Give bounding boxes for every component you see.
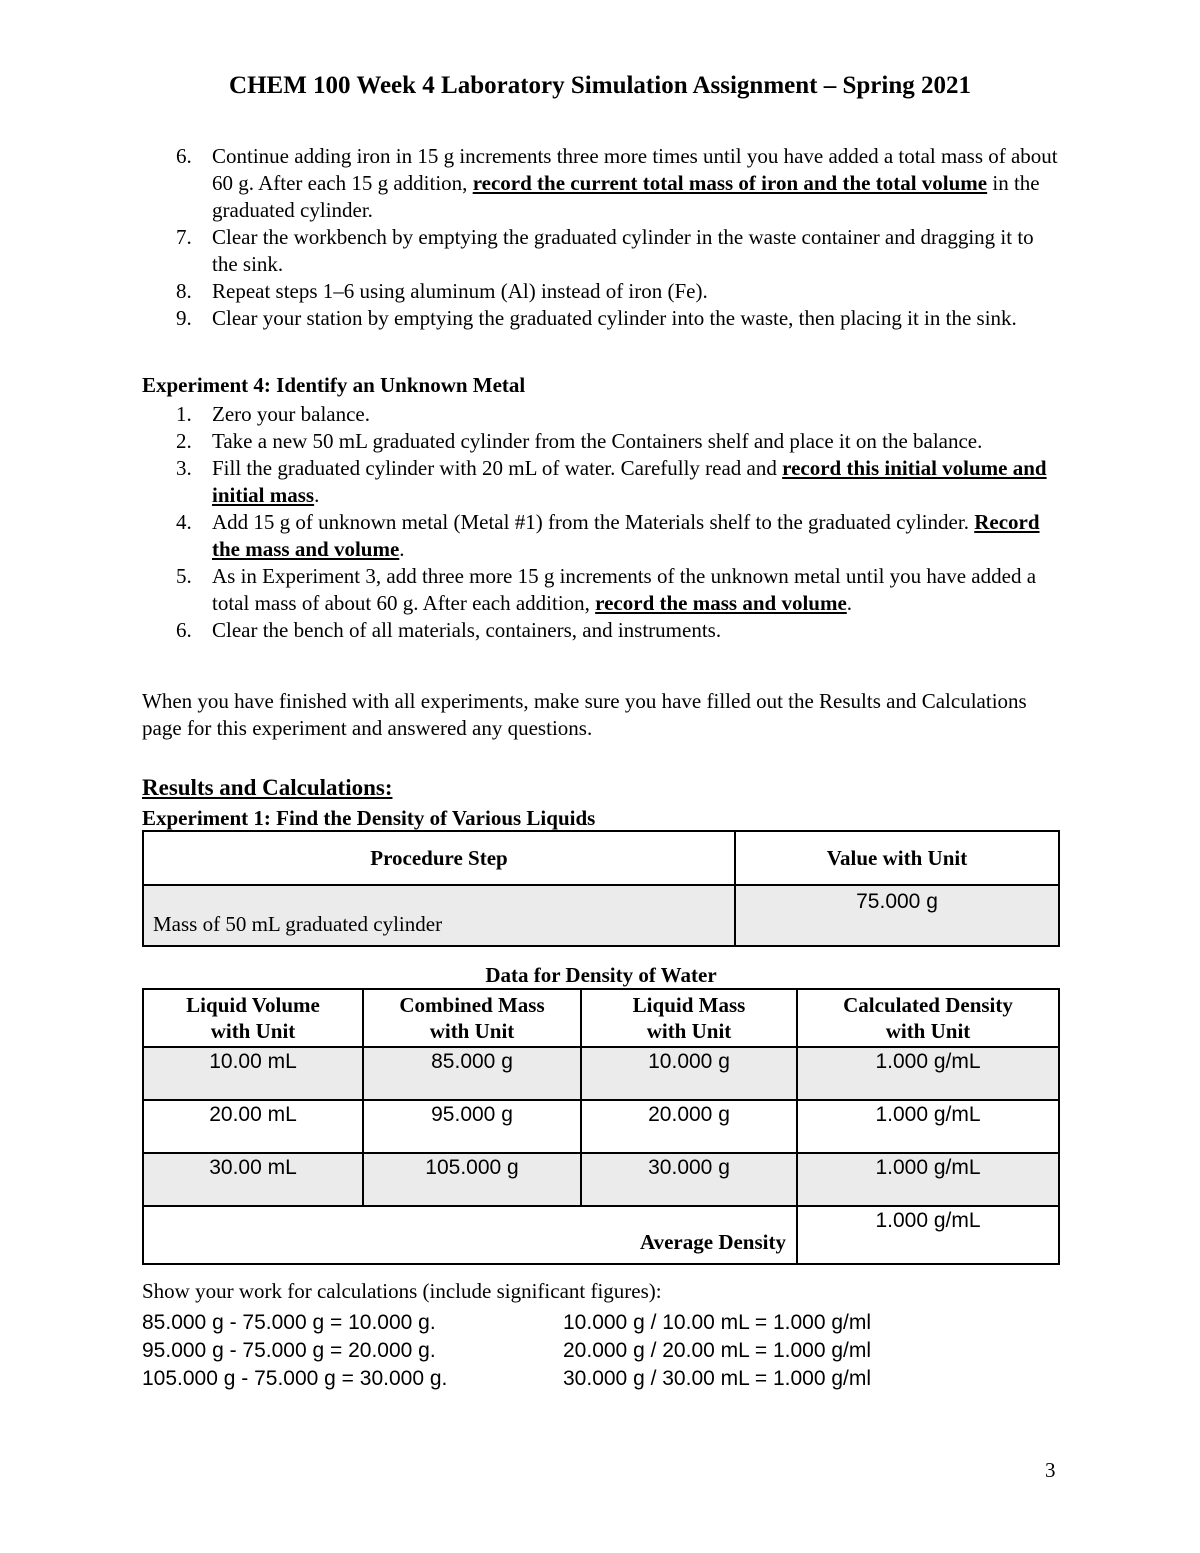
- list-item: [142, 617, 1062, 644]
- table-header: Procedure Step: [143, 831, 735, 885]
- table-cell-value[interactable]: 1.000 g/mL: [797, 1153, 1059, 1206]
- list-item: [142, 428, 1062, 455]
- table-cell-value[interactable]: 95.000 g: [363, 1100, 581, 1153]
- table-header: Value with Unit: [735, 831, 1059, 885]
- header-line: Liquid Volume: [186, 993, 320, 1017]
- table-cell-value[interactable]: 20.000 g: [581, 1100, 797, 1153]
- page-number: 3: [1045, 1458, 1056, 1482]
- step-text: Take a new 50 mL graduated cylinder from the Containers shelf and place it on the balance.: [212, 429, 983, 453]
- list-item: [142, 224, 1062, 278]
- step-text: Clear the workbench by emptying the graduated cylinder in the waste container and dragging it to the sink.: [212, 225, 1034, 276]
- step-text: As in Experiment 3, add three more 15 g increments of the unknown metal until you have added a total mass of about 60 g. After each addition,: [212, 564, 1037, 615]
- step-number: 5.: [176, 564, 192, 588]
- table-header-row: [143, 831, 1059, 885]
- work-prompt: Show your work for calculations (include significant figures):: [142, 1279, 662, 1303]
- experiment1-heading: Experiment 1: Find the Density of Various Liquids: [142, 806, 596, 830]
- procedure-steps-continued: [142, 143, 1062, 332]
- average-row: [143, 1206, 1059, 1264]
- results-title: Results and Calculations:: [142, 775, 393, 800]
- step-text: .: [314, 483, 320, 507]
- step-text: Zero your balance.: [212, 402, 371, 426]
- step-text: in the graduated cylinder.: [212, 171, 1040, 222]
- step-text: .: [846, 591, 853, 615]
- table-cell-value[interactable]: 20.00 mL: [143, 1100, 363, 1153]
- step-emphasis: record the mass and volume: [595, 591, 847, 615]
- header-line: Combined Mass: [399, 993, 545, 1017]
- step-text: Clear your station by emptying the graduated cylinder into the waste, then placing it in the sink.: [212, 306, 1017, 330]
- list-item: [142, 305, 1062, 332]
- experiment4-steps: [142, 401, 1062, 644]
- work-line-left: 85.000 g - 75.000 g = 10.000 g.: [142, 1311, 436, 1334]
- experiment4-heading: Experiment 4: Identify an Unknown Metal: [142, 373, 526, 397]
- table-header-row: [143, 989, 1059, 1047]
- list-item: [142, 143, 1062, 224]
- header-line: with Unit: [429, 1019, 515, 1043]
- work-line-right: 20.000 g / 20.00 mL = 1.000 g/ml: [563, 1339, 872, 1362]
- step-number: 6.: [176, 618, 192, 642]
- table-cell-value[interactable]: 75.000 g: [735, 885, 1059, 946]
- work-line-left: 95.000 g - 75.000 g = 20.000 g.: [142, 1339, 436, 1362]
- table-header: [363, 989, 581, 1047]
- step-emphasis: Record the mass and volume: [212, 510, 1040, 561]
- step-number: 3.: [176, 456, 192, 480]
- table-cell-value[interactable]: 85.000 g: [363, 1047, 581, 1100]
- step-number: 2.: [176, 429, 192, 453]
- header-line: Liquid Mass: [632, 993, 746, 1017]
- step-emphasis: record the current total mass of iron and the total volume: [472, 171, 988, 195]
- list-item: [142, 563, 1062, 617]
- table-cell-value[interactable]: 105.000 g: [363, 1153, 581, 1206]
- table-row: [143, 885, 1059, 946]
- table-row: [143, 1100, 1059, 1153]
- water-density-table: [142, 988, 1060, 1265]
- table-header: [797, 989, 1059, 1047]
- graduated-cylinder-mass-table: [142, 830, 1060, 947]
- step-text: Fill the graduated cylinder with 20 mL of water. Carefully read and: [212, 456, 783, 480]
- step-number: 7.: [176, 225, 192, 249]
- table-cell-value[interactable]: 1.000 g/mL: [797, 1047, 1059, 1100]
- step-text: Clear the bench of all materials, containers, and instruments.: [212, 618, 722, 642]
- work-line-left: 105.000 g - 75.000 g = 30.000 g.: [142, 1367, 448, 1390]
- step-text: Repeat steps 1–6 using aluminum (Al) instead of iron (Fe).: [212, 279, 708, 303]
- header-line: with Unit: [646, 1019, 732, 1043]
- step-number: 9.: [176, 306, 192, 330]
- table-header: [581, 989, 797, 1047]
- table-caption: Data for Density of Water: [485, 963, 717, 987]
- list-item: [142, 278, 1062, 305]
- header-line: Calculated Density: [843, 993, 1013, 1017]
- table-cell-value[interactable]: 10.000 g: [581, 1047, 797, 1100]
- table-cell-value[interactable]: 30.00 mL: [143, 1153, 363, 1206]
- work-line-right: 10.000 g / 10.00 mL = 1.000 g/ml: [563, 1311, 872, 1334]
- table-row: [143, 1047, 1059, 1100]
- list-item: [142, 509, 1062, 563]
- average-density-value[interactable]: 1.000 g/mL: [797, 1206, 1059, 1264]
- step-text: Add 15 g of unknown metal (Metal #1) from the Materials shelf to the graduated cylinder.: [212, 510, 975, 534]
- step-emphasis: record this initial volume and initial mass: [212, 456, 1047, 507]
- page-title: CHEM 100 Week 4 Laboratory Simulation Assignment – Spring 2021: [229, 72, 971, 99]
- step-number: 4.: [176, 510, 192, 534]
- step-number: 8.: [176, 279, 192, 303]
- header-line: with Unit: [210, 1019, 296, 1043]
- table-row: [143, 1153, 1059, 1206]
- table-cell-value[interactable]: 30.000 g: [581, 1153, 797, 1206]
- step-number: 6.: [176, 144, 192, 168]
- header-line: with Unit: [885, 1019, 971, 1043]
- step-text: .: [399, 537, 405, 561]
- table-cell-value[interactable]: 10.00 mL: [143, 1047, 363, 1100]
- list-item: [142, 455, 1062, 509]
- list-item: [142, 401, 1062, 428]
- step-number: 1.: [176, 402, 192, 426]
- average-density-label: Average Density: [143, 1206, 797, 1264]
- table-header: [143, 989, 363, 1047]
- step-text: Continue adding iron in 15 g increments three more times until you have added a total mass of about 60 g. After each 15 g addition,: [212, 144, 1058, 195]
- table-cell: Mass of 50 mL graduated cylinder: [143, 885, 735, 946]
- closing-paragraph: When you have finished with all experiments, make sure you have filled out the Results and Calculations page for this experiment and answered any questions.: [142, 689, 1027, 740]
- table-cell-value[interactable]: 1.000 g/mL: [797, 1100, 1059, 1153]
- work-line-right: 30.000 g / 30.00 mL = 1.000 g/ml: [563, 1367, 872, 1390]
